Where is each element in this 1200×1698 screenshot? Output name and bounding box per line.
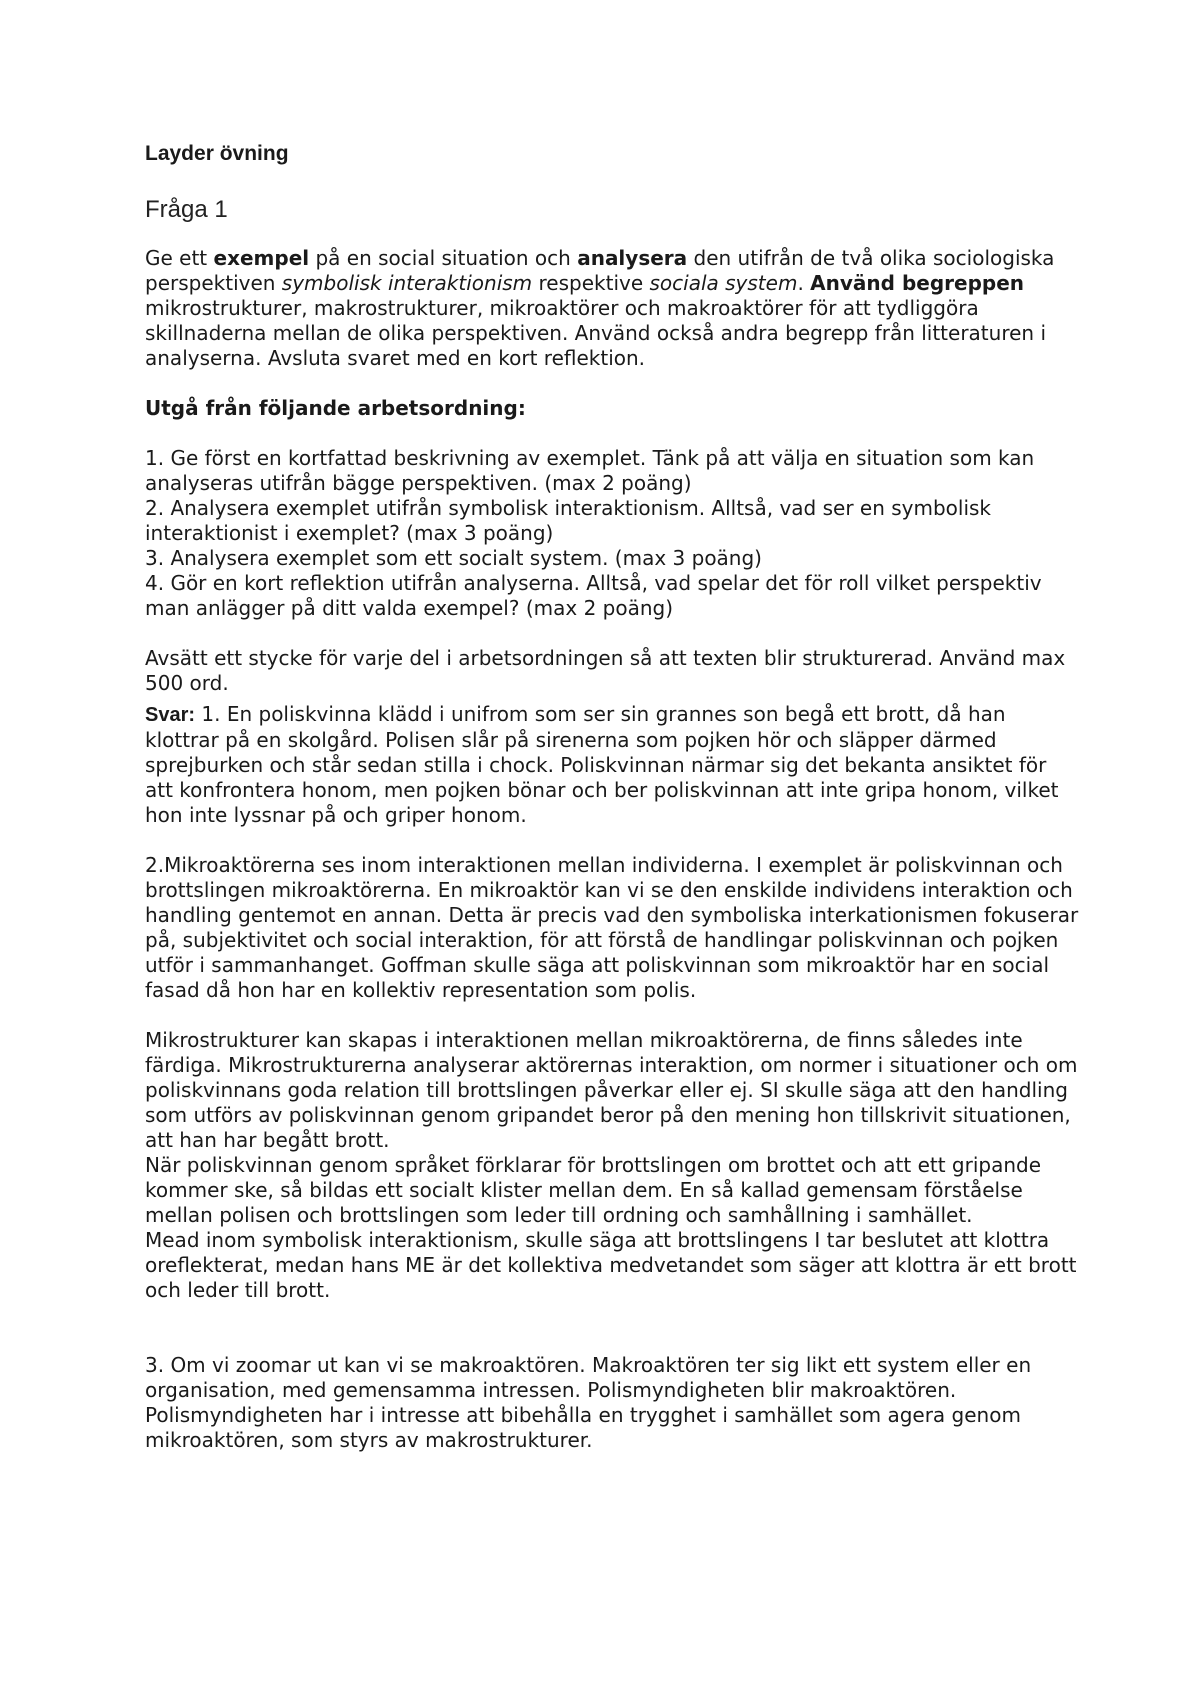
order-item-3: 3. Analysera exemplet som ett socialt system. (max 3 poäng) [145,546,762,570]
question-intro [145,246,1080,371]
answer-paragraph-3b: När poliskvinnan genom språket förklarar för brottslingen om brottet och att ett gripande kommer ske, så bildas ett socialt klister mellan dem. En så kallad gemensam förståelse mellan polisen och brottslingen som leder till ordning och samhållning i samhället. [145,1153,1042,1227]
document-title: Layder övning [145,142,289,165]
intro-text: . [797,271,811,295]
order-heading: Utgå från följande arbetsordning: [145,396,526,420]
answer-paragraph-2: 2.Mikroaktörerna ses inom interaktionen mellan individerna. I exemplet är poliskvinnan och brottslingen mikroaktörerna. En mikroaktör kan vi se den enskilde individens interaktion och handling gentemot en annan. Detta är precis vad den symboliska interkationismen fokuserar på, subjektivitet och social interaktion, för att förstå de handlingar poliskvinnan och pojken utför i sammanhanget. Goffman skulle säga att poliskvinnan som mikroaktör har en social fasad då hon har en kollektiv representation som polis. [145,853,1079,1002]
order-item-4: 4. Gör en kort reflektion utifrån analyserna. Alltså, vad spelar det för roll vilket perspektiv man anlägger på ditt valda exempel? (max 2 poäng) [145,571,1042,620]
intro-text: Ge ett [145,246,214,270]
order-list [145,446,1080,621]
intro-bold-begreppen: Använd begreppen [810,271,1024,295]
intro-text: mikrostrukturer, makrostrukturer, mikroaktörer och makroaktörer för att tydliggöra skillnaderna mellan de olika perspektiven. Använd också andra begrepp från litteraturen i analyserna. Avsluta svaret med en kort reflektion. [145,296,1047,370]
answer-paragraph-1 [145,702,1080,828]
intro-bold-exempel: exempel [213,246,310,270]
answer-paragraph-3c: Mead inom symbolisk interaktionism, skulle säga att brottslingens I tar beslutet att klottra oreflekterat, medan hans ME är det kollektiva medvetandet som säger att klottra är ett brott och leder till brott. [145,1228,1077,1302]
answer-label: Svar: [145,704,196,726]
intro-text: den utifrån de två olika sociologiska perspektiven [145,246,1055,295]
intro-italic-system: sociala system [649,271,798,295]
order-item-1: 1. Ge först en kortfattad beskrivning av exemplet. Tänk på att välja en situation som kan analyseras utifrån bägge perspektiven. (max 2 poäng) [145,446,1035,495]
order-item-2: 2. Analysera exemplet utifrån symbolisk interaktionism. Alltså, vad ser en symbolisk interaktionist i exemplet? (max 3 poäng) [145,496,992,545]
intro-text: respektive [532,271,650,295]
instruction-paragraph: Avsätt ett stycke för varje del i arbetsordningen så att texten blir strukturerad. Använd max 500 ord. [145,646,1066,695]
intro-bold-analysera: analysera [577,246,688,270]
intro-text: på en social situation och [309,246,578,270]
intro-italic-si: symbolisk interaktionism [281,271,533,295]
document-body [145,140,1080,1453]
answer-text: 1. En poliskvinna klädd i unifrom som ser sin grannes son begå ett brott, då han klottrar på en skolgård. Polisen slår på sirenerna som pojken hör och släpper därmed sprejburken och står sedan stilla i chock. Poliskvinnan närmar sig det bekanta ansiktet för att konfrontera honom, men pojken bönar och ber poliskvinnan att inte gripa honom, vilket hon inte lyssnar på och griper honom. [145,702,1059,827]
question-heading: Fråga 1 [145,196,228,223]
answer-paragraph-4: 3. Om vi zoomar ut kan vi se makroaktören. Makroaktören ter sig likt ett system eller en organisation, med gemensamma intressen. Polismyndigheten blir makroaktören. Polismyndigheten har i intresse att bibehålla en trygghet i samhället som agera genom mikroaktören, som styrs av makrostrukturer. [145,1353,1032,1452]
answer-paragraph-3a: Mikrostrukturer kan skapas i interaktionen mellan mikroaktörerna, de finns således inte färdiga. Mikrostrukturerna analyserar aktörernas interaktion, om normer i situationer och om poliskvinnans goda relation till brottslingen påverkar eller ej. SI skulle säga att den handling som utförs av poliskvinnan genom gripandet beror på den mening hon tillskrivit situationen, att han har begått brott. [145,1028,1078,1152]
